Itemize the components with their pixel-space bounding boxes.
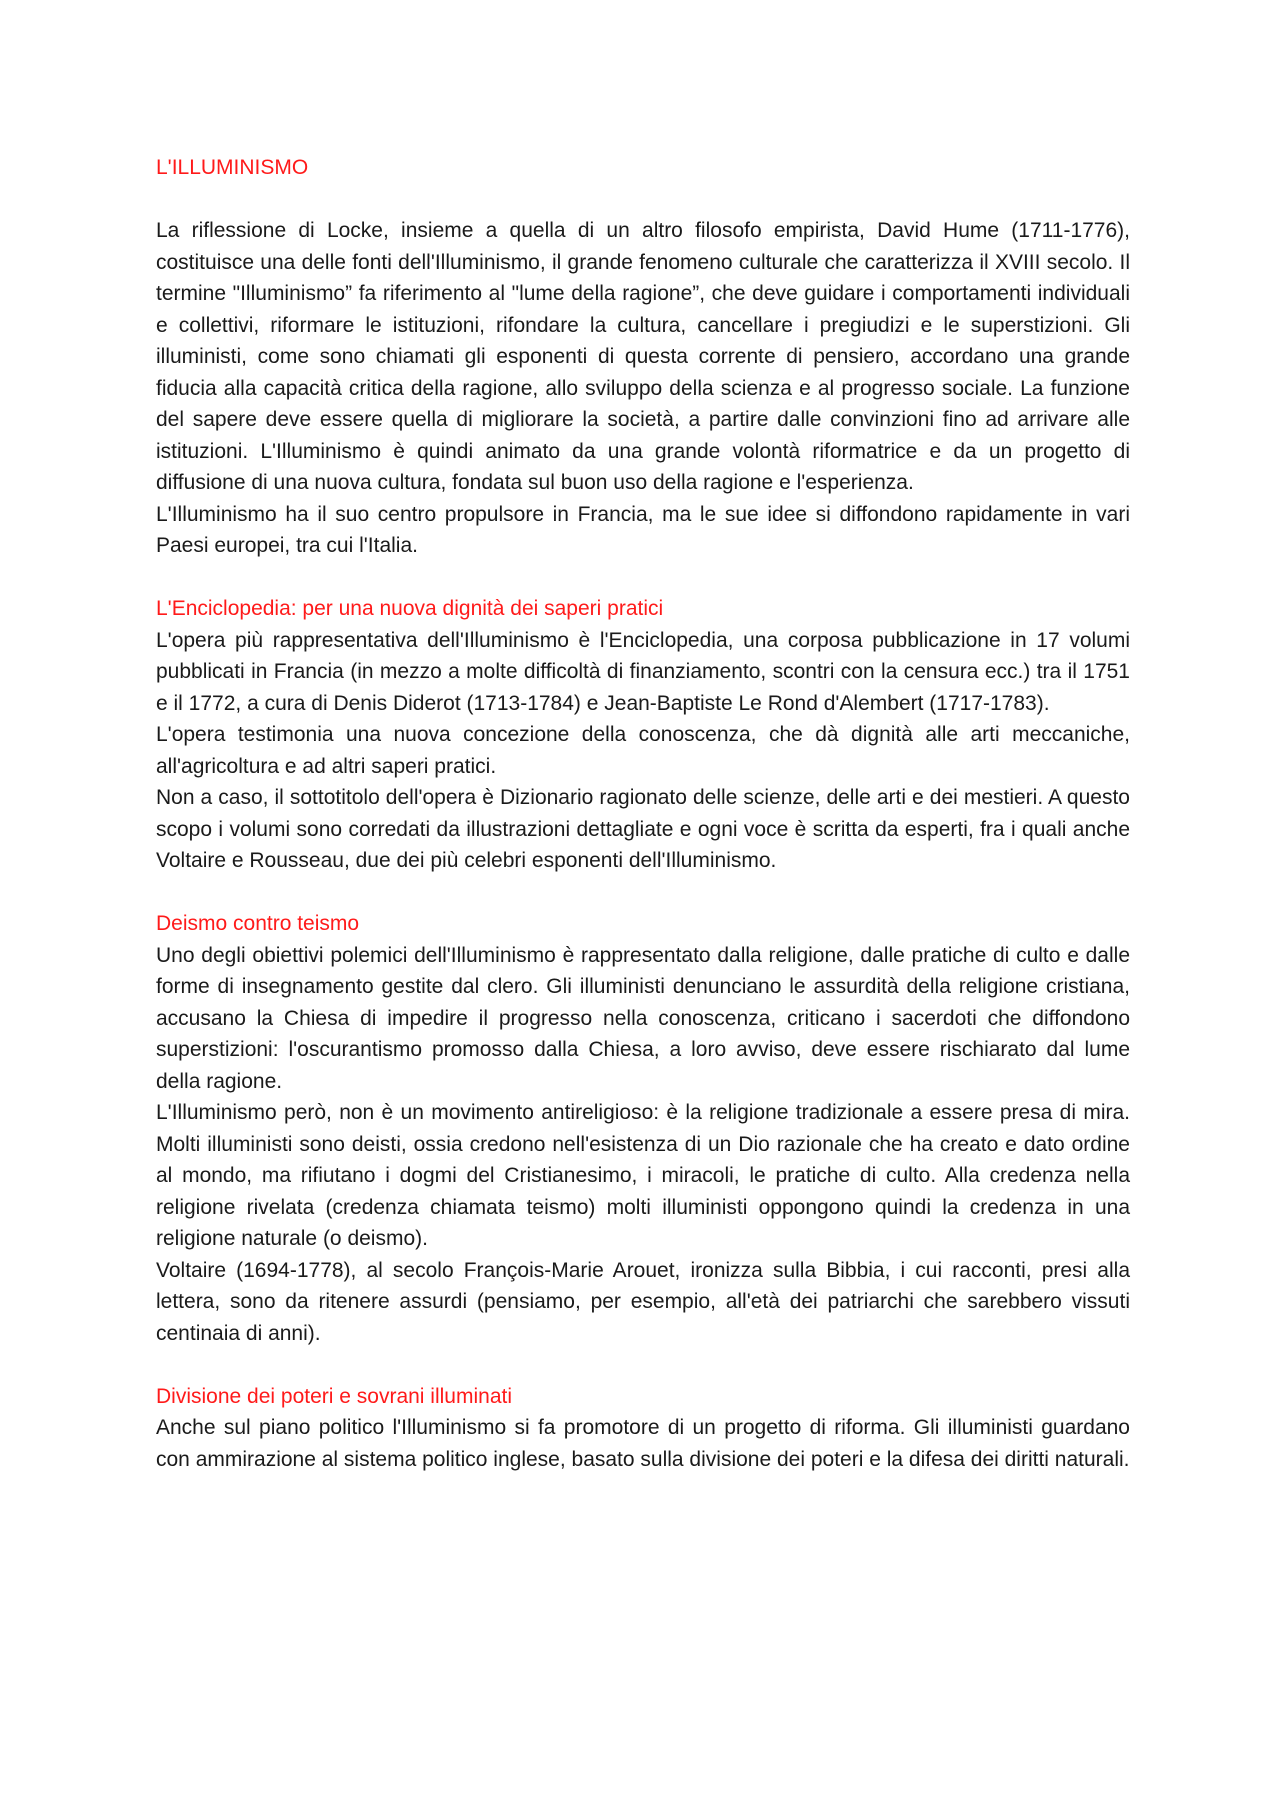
section-heading: Deismo contro teismo [156, 912, 360, 935]
document-title: L'ILLUMINISMO [156, 156, 309, 179]
section-paragraph: L'opera testimonia una nuova concezione della conoscenza, che dà dignità alle arti meccaniche, all'agricoltura e ad altri saperi pratici. [156, 723, 1130, 778]
section-paragraph: L'opera più rappresentativa dell'Illuminismo è l'Enciclopedia, una corposa pubblicazione in 17 volumi pubblicati in Francia (in mezzo a molte difficoltà di finanziamento, scontri con la censura ecc.) tra il 1751 e il 1772, a cura di Denis Diderot (1713-1784) e Jean-Baptiste Le Rond d'Alembert (1717-1783). [156, 628, 1130, 715]
intro-paragraph-1: La riflessione di Locke, insieme a quella di un altro filosofo empirista, David Hume (1711-1776), costituisce una delle fonti dell'Illuminismo, il grande fenomeno culturale che caratterizza il XVIII secolo. Il termine "Illuminismo” fa riferimento al "lume della ragione”, che deve guidare i comportamenti individuali e collettivi, riformare le istituzioni, rifondare la cultura, cancellare i pregiudizi e le superstizioni. Gli illuministi, come sono chiamati gli esponenti di questa corrente di pensiero, accordano una grande fiducia alla capacità critica della ragione, allo sviluppo della scienza e al progresso sociale. La funzione del sapere deve essere quella di migliorare la società, a partire dalle convinzioni fino ad arrivare alle istituzioni. L'Illuminismo è quindi animato da una grande volontà riformatrice e da un progetto di diffusione di una nuova cultura, fondata sul buon uso della ragione e l'esperienza. [156, 219, 1130, 494]
intro-section [156, 215, 1130, 562]
section-paragraph: L'Illuminismo però, non è un movimento antireligioso: è la religione tradizionale a essere presa di mira. Molti illuministi sono deisti, ossia credono nell'esistenza di un Dio razionale che ha creato e dato ordine al mondo, ma rifiutano i dogmi del Cristianesimo, i miracoli, le pratiche di culto. Alla credenza nella religione rivelata (credenza chiamata teismo) molti illuministi oppongono quindi la credenza in una religione naturale (o deismo). [156, 1101, 1130, 1250]
section-divisione-poteri [156, 1381, 1130, 1476]
section-paragraph: Anche sul piano politico l'Illuminismo si fa promotore di un progetto di riforma. Gli illuministi guardano con ammirazione al sistema politico inglese, basato sulla divisione dei poteri e la difesa dei diritti naturali. [156, 1416, 1130, 1471]
document-page [156, 152, 1130, 1475]
section-enciclopedia [156, 593, 1130, 877]
section-heading: Divisione dei poteri e sovrani illuminati [156, 1384, 512, 1408]
section-paragraph: Non a caso, il sottotitolo dell'opera è Dizionario ragionato delle scienze, delle arti e dei mestieri. A questo scopo i volumi sono corredati da illustrazioni dettagliate e ogni voce è scritta da esperti, fra i quali anche Voltaire e Rousseau, due dei più celebri esponenti dell'Illuminismo. [156, 786, 1130, 872]
intro-paragraph-2: L'Illuminismo ha il suo centro propulsore in Francia, ma le sue idee si diffondono rapidamente in vari Paesi europei, tra cui l'Italia. [156, 502, 1130, 557]
section-heading: L'Enciclopedia: per una nuova dignità dei saperi pratici [156, 597, 664, 620]
section-paragraph: Voltaire (1694-1778), al secolo François-Marie Arouet, ironizza sulla Bibbia, i cui racconti, presi alla lettera, sono da ritenere assurdi (pensiamo, per esempio, all'età dei patriarchi che sarebbero vissuti centinaia di anni). [156, 1258, 1130, 1345]
section-deismo [156, 908, 1130, 1349]
section-paragraph: Uno degli obiettivi polemici dell'Illuminismo è rappresentato dalla religione, dalle pratiche di culto e dalle forme di insegnamento gestite dal clero. Gli illuministi denunciano le assurdità della religione cristiana, accusano la Chiesa di impedire il progresso nella conoscenza, criticano i sacerdoti che diffondono superstizioni: l'oscurantismo promosso dalla Chiesa, a loro avviso, deve essere rischiarato dal lume della ragione. [156, 943, 1130, 1093]
